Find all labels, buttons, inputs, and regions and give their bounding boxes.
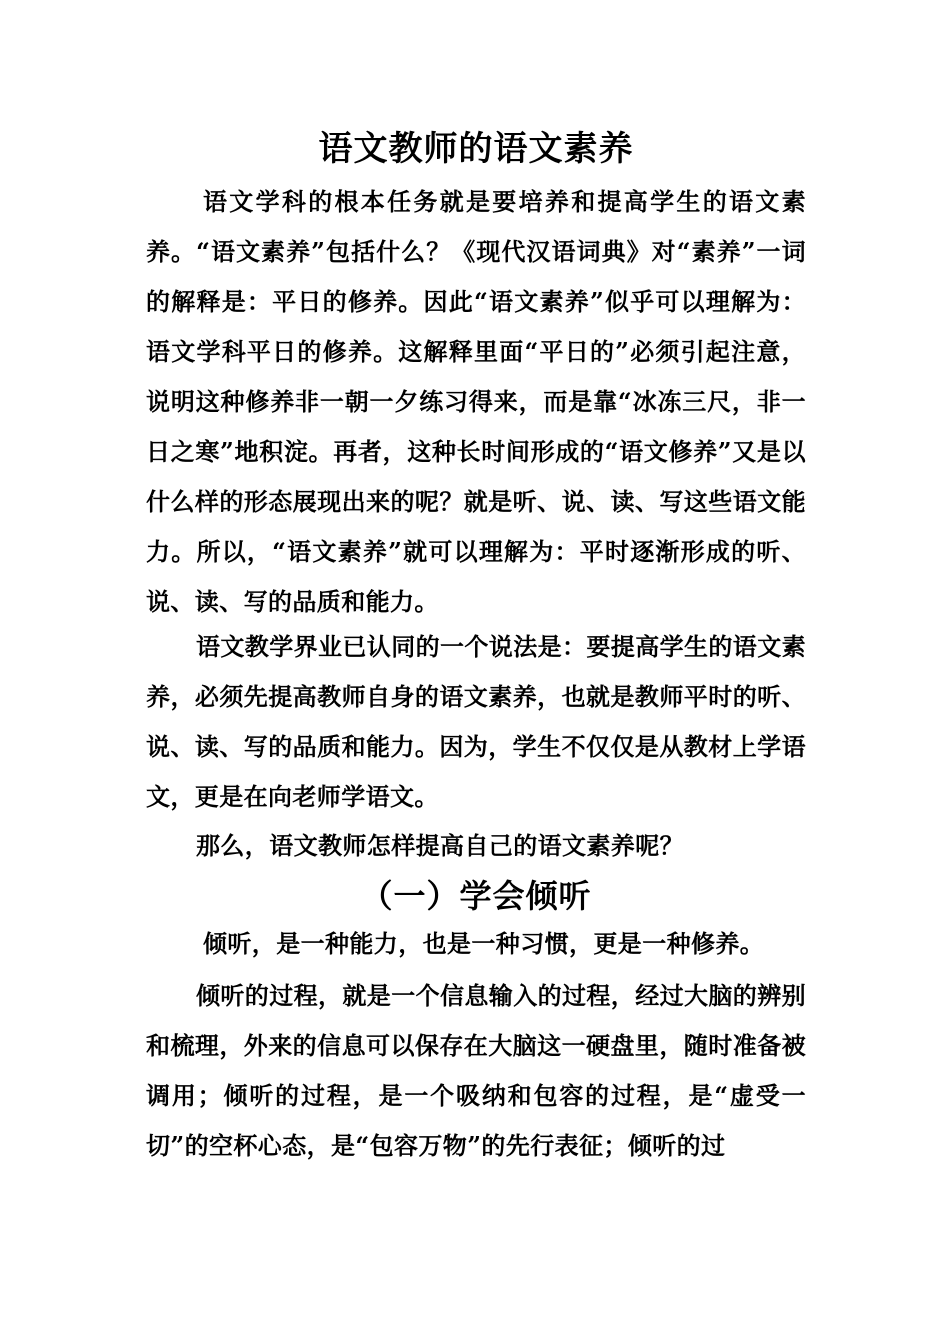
section-heading: （一）学会倾听 (360, 877, 592, 915)
document-title: 语文教师的语文素养 (318, 129, 634, 169)
section-paragraph-1: 倾听，是一种能力，也是一种习惯，更是一种修养。 (203, 929, 765, 958)
paragraph-3: 那么，语文教师怎样提高自己的语文素养呢？ (196, 831, 684, 860)
paragraph-2: 语文教学界业已认同的一个说法是：要提高学生的语文素养，必须先提高教师自身的语文素养，也就是教师平时的听、说、读、写的品质和能力。因为，学生不仅仅是从教材上学语文，更是在向老师学语文。 (146, 632, 806, 811)
section-paragraph-2: 倾听的过程，就是一个信息输入的过程，经过大脑的辨别和梳理，外来的信息可以保存在大脑这一硬盘里，随时准备被调用；倾听的过程，是一个吸纳和包容的过程，是“虚受一切”的空杯心态，是“包容万物”的先行表征；倾听的过 (146, 981, 806, 1160)
paragraph-1: 语文学科的根本任务就是要培养和提高学生的语文素养。“语文素养”包括什么？《现代汉语词典》对“素养”一词的解释是：平日的修养。因此“语文素养”似乎可以理解为：语文学科平日的修养。这解释里面“平日的”必须引起注意，说明这种修养非一朝一夕练习得来，而是靠“冰冻三尺，非一日之寒”地积淀。再者，这种长时间形成的“语文修养”又是以什么样的形态展现出来的呢？就是听、说、读、写这些语文能力。所以，“语文素养”就可以理解为：平时逐渐形成的听、说、读、写的品质和能力。 (146, 187, 806, 616)
